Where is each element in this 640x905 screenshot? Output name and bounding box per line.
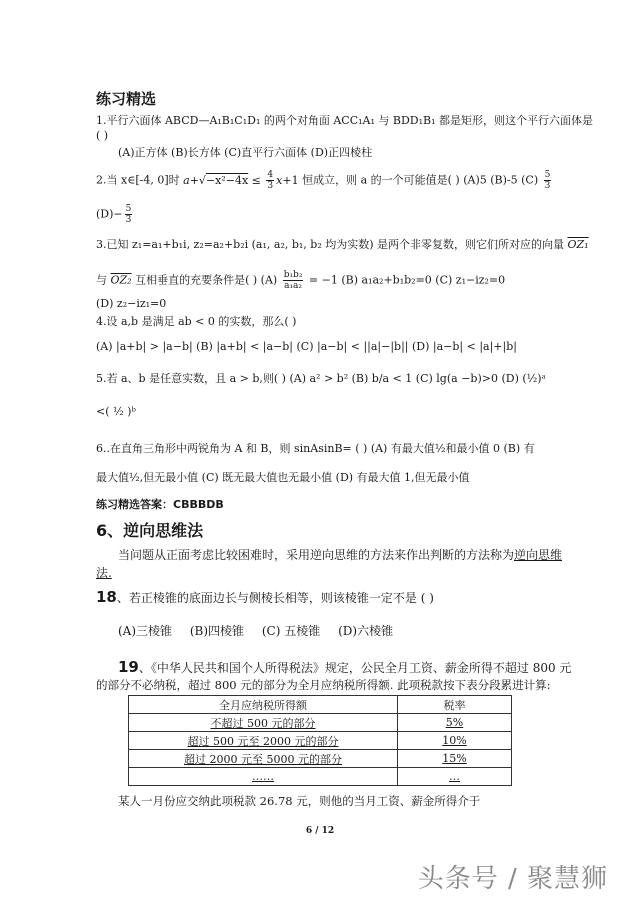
page-number: 6 / 12 xyxy=(305,826,335,836)
vector-oz2: OZ₂ xyxy=(110,273,132,287)
question-18 xyxy=(96,588,434,607)
problem-6-line2: 最大值½,但无最小值 (C) 既无最大值也无最小值 (D) 有最大值 1,但无最小值 xyxy=(96,471,470,484)
problem-5-text: 5.若 a、b 是任意实数，且 a > b,则( ) (A) a² > b² (B) b/a < 1 (C) lg(a −b)>0 (D) (½)ᵃ xyxy=(96,372,546,385)
method-description xyxy=(118,548,562,562)
table-cell-text: 超过 2000 元至 5000 元的部分 xyxy=(184,752,342,766)
choice-c: (C) 五棱锥 xyxy=(261,624,321,638)
question-19-after: 某人一月份应交纳此项税款 26.78 元，则他的当月工资、薪金所得介于 xyxy=(118,794,481,808)
method-desc-line2 xyxy=(96,566,112,580)
problem-2-mid: 恒成立，则 a 的一个可能值是( ) (A)5 (B)-5 (C) xyxy=(302,173,539,187)
problem-1-paren: ( ) xyxy=(96,129,109,142)
question-19-line1: 、《中华人民共和国个人所得税法》规定，公民全月工资、薪金所得不超过 800 元 xyxy=(138,661,572,675)
question-18-text: 、若正棱锥的底面边长与侧棱长相等，则该棱锥一定不是 ( ) xyxy=(116,591,434,605)
table-cell xyxy=(129,768,398,786)
answers-line: 练习精选答案：CBBBDB xyxy=(96,498,224,511)
problem-2-text xyxy=(96,170,553,191)
table-cell-text: 不超过 500 元的部分 xyxy=(210,716,316,730)
problem-2-frac-d: $\frac{5}{3}$ xyxy=(125,204,132,225)
table-cell-text: 15% xyxy=(442,752,467,765)
problem-1-text: 1.平行六面体 ABCD—A₁B₁C₁D₁ 的两个对角面 ACC₁A₁ 与 BDD₁B₁ 都是矩形，则这个平行六面体是 xyxy=(96,114,594,127)
table-cell-text: …… xyxy=(252,770,274,783)
question-19-number: 19 xyxy=(118,658,139,676)
table-cell-text: 5% xyxy=(445,716,464,729)
choice-d: (D)六棱锥 xyxy=(338,624,394,638)
problem-3-and: 与 xyxy=(96,273,107,287)
problem-3-line2: 与 OZ₂ 互相垂直的充要条件是( ) (A) $\frac{\text{b₁b₂}}{\text{a₁a₂}}$ = −1 (B) a₁a₂+b₁b₂=0 (C) z₁−iz₂=0 xyxy=(96,270,506,291)
table-row xyxy=(129,750,512,768)
problem-3-line1: 3.已知 z₁=a₁+b₁i, z₂=a₂+b₂i (a₁, a₂, b₁, b₂ 均为实数) 是两个非零复数，则它们所对应的向量 xyxy=(96,238,565,251)
problem-2-option-d: (D)− xyxy=(96,207,123,221)
table-cell xyxy=(129,714,398,732)
question-19-line2: 的部分不必纳税，超过 800 元的部分为全月应纳税所得额. 此项税款按下表分段累进计算: xyxy=(96,678,551,692)
question-18-choices xyxy=(118,622,407,639)
table-cell xyxy=(129,750,398,768)
problem-4-text: 4.设 a,b 是满足 ab < 0 的实数，那么( ) xyxy=(96,315,297,328)
question-19 xyxy=(118,658,571,677)
table-cell xyxy=(398,714,512,732)
problem-4-choices: (A) |a+b| > |a−b| (B) |a+b| < |a−b| (C) |a−b| < ||a|−|b|| (D) |a−b| < |a|+|b| xyxy=(96,340,517,353)
table-row xyxy=(129,714,512,732)
problem-3-text xyxy=(96,238,589,252)
method-term-end: 法. xyxy=(96,566,112,580)
problem-3-line3: (D) z₂−iz₁=0 xyxy=(96,297,167,310)
table-row xyxy=(129,768,512,786)
section-title: 练习精选 xyxy=(96,90,157,108)
problem-2-formula: a+√−x²−4x ≤ $\frac{4}{3}$ x+1 xyxy=(183,170,299,191)
method-heading: 6、逆向思维法 xyxy=(96,521,204,540)
question-18-number: 18 xyxy=(96,588,117,606)
table-cell xyxy=(129,732,398,750)
table-header-row xyxy=(129,696,512,714)
problem-2-line2 xyxy=(96,204,134,225)
table-cell-text: 超过 500 元至 2000 元的部分 xyxy=(187,734,339,748)
problem-2-prefix: 2.当 x∈[-4, 0]时 xyxy=(96,173,180,187)
problem-3-condition: 互相垂直的充要条件是( ) (A) xyxy=(135,273,278,287)
table-row xyxy=(129,732,512,750)
problem-5-line2: <( ½ )ᵇ xyxy=(96,405,136,418)
table-cell-text: … xyxy=(449,770,460,783)
table-cell-text: 10% xyxy=(442,734,467,747)
vector-oz1: OZ₁ xyxy=(567,238,589,251)
problem-3-options: (B) a₁a₂+b₁b₂=0 (C) z₁−iz₂=0 xyxy=(341,273,506,287)
method-desc-text: 当问题从正面考虑比较困难时，采用逆向思维的方法来作出判断的方法称为 xyxy=(118,548,515,562)
watermark: 头条号 / 聚慧狮 xyxy=(417,864,608,894)
table-header: 全月应纳税所得额 xyxy=(129,696,398,714)
problem-2-frac-c: $\frac{5}{3}$ xyxy=(544,170,551,191)
problem-6-text: 6..在直角三角形中两锐角为 A 和 B，则 sinAsinB= ( ) (A) 有最大值½和最小值 0 (B) 有 xyxy=(96,442,535,455)
table-cell xyxy=(398,768,512,786)
method-term: 逆向思维 xyxy=(514,548,563,562)
tax-table xyxy=(128,695,512,786)
choice-b: (B)四棱锥 xyxy=(189,624,245,638)
problem-3-frac: $\frac{\text{b₁b₂}}{\text{a₁a₂}}$ xyxy=(283,270,303,291)
problem-1-choices: (A)正方体 (B)长方体 (C)直平行六面体 (D)正四棱柱 xyxy=(118,146,373,159)
table-cell xyxy=(398,732,512,750)
choice-a: (A)三棱锥 xyxy=(118,624,173,638)
table-header: 税率 xyxy=(398,696,512,714)
table-cell xyxy=(398,750,512,768)
